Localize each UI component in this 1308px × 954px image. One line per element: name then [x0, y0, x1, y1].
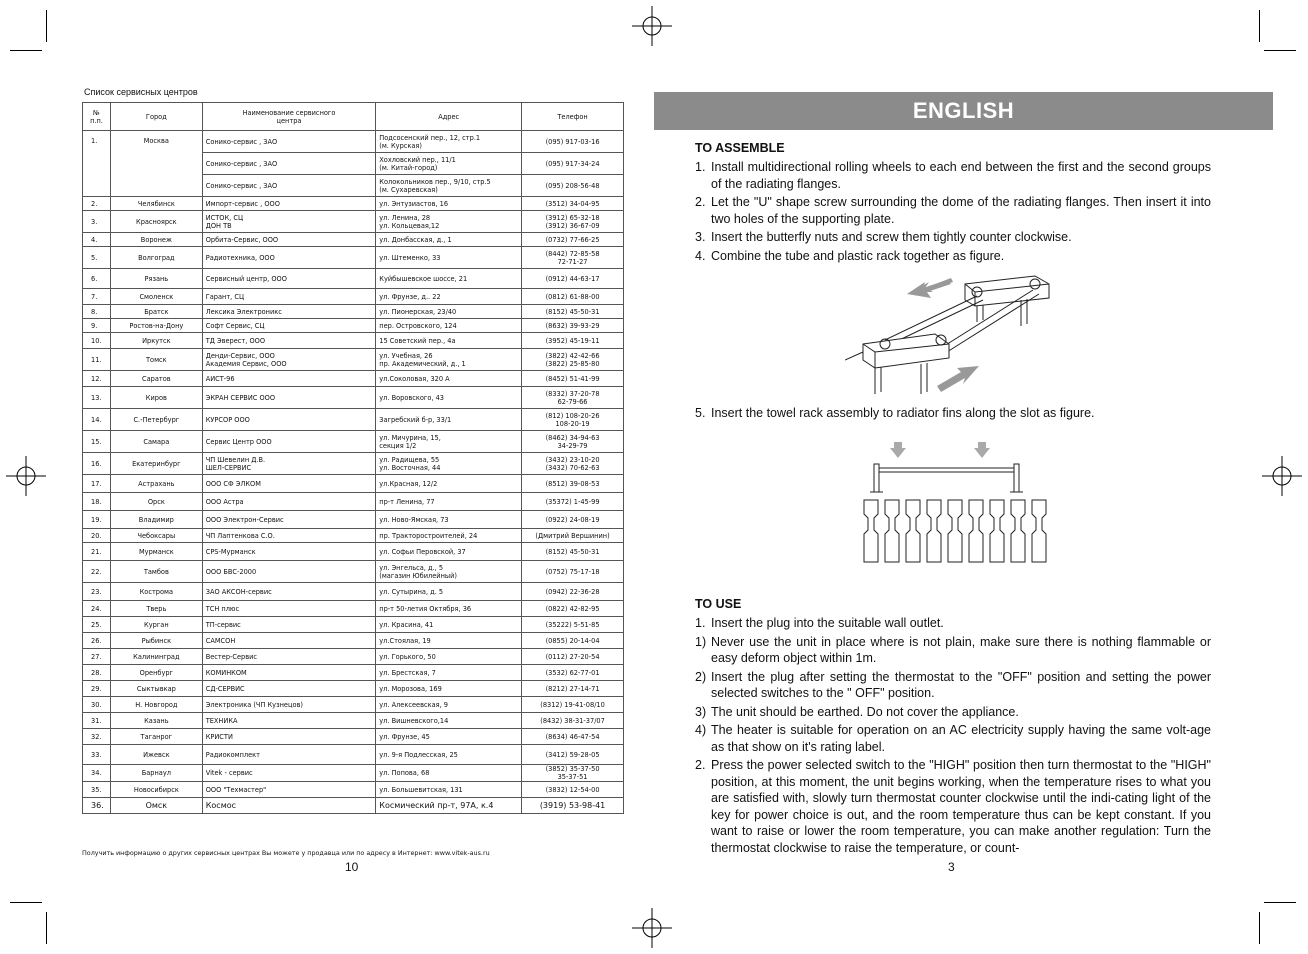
cell-name: ООО СФ ЭЛКОМ [202, 475, 376, 493]
radiator-fin [885, 500, 899, 562]
cell-name: Лексика Электроникс [202, 305, 376, 319]
table-row [83, 729, 624, 745]
item-number: 2) [695, 669, 707, 684]
cell-phone: (35372) 1-45-99 [522, 493, 624, 511]
cell-address: ул. Красина, 41 [376, 617, 522, 633]
cell-city: Астрахань [110, 475, 202, 493]
item-text: Insert the towel rack assembly to radiator fins along the slot as figure. [711, 406, 1095, 420]
page-number-left: 10 [345, 860, 359, 874]
cell-name: СД-СЕРВИС [202, 681, 376, 697]
crop-mark [1259, 912, 1260, 944]
cell-phone: (3532) 62-77-01 [522, 665, 624, 681]
service-centers-table [82, 102, 624, 814]
cell-address: пр-т 50-летия Октября, 36 [376, 601, 522, 617]
cell-address: 15 Советский пер., 4а [376, 333, 522, 349]
table-row [83, 511, 624, 529]
cell-phone: (8632) 39-93-29 [522, 319, 624, 333]
registration-mark [632, 908, 672, 948]
crop-mark [1264, 902, 1296, 903]
cell-num: 29. [83, 681, 111, 697]
cell-address: ул. Попова, 68 [376, 765, 522, 782]
cell-name: ЧП Лаптенкова С.О. [202, 529, 376, 543]
cell-num: 26. [83, 633, 111, 649]
cell-address: ул. 9-я Подлесская, 25 [376, 745, 522, 765]
cell-city: Киров [110, 387, 202, 409]
cell-city: Оренбург [110, 665, 202, 681]
table-row [83, 333, 624, 349]
cell-city: Тверь [110, 601, 202, 617]
cell-phone: (8312) 19-41-08/10 [522, 697, 624, 713]
cell-city: Орск [110, 493, 202, 511]
cell-address: пр-т Ленина, 77 [376, 493, 522, 511]
item-text: Insert the plug into the suitable wall outlet. [711, 616, 944, 630]
item-text: The unit should be earthed. Do not cover the appliance. [711, 704, 1019, 719]
item-text: Press the power selected switch to the "HIGH" position then turn thermostat to the "HIGH" position, at this moment, the unit begins working, when the temperature rises to what you are satisfied with, slowly turn thermostat counter clockwise until the indi-cating light of the key for power choice is out, and the room temperature thus can be kept constant. If you want to raise or lower the room temperature, you can make another regulation: Turn the thermostat clockwise to raise the temperature, or count- [711, 758, 1211, 855]
cell-phone: (8634) 46-47-54 [522, 729, 624, 745]
radiator-fin [864, 500, 878, 562]
cell-name: АИСТ-96 [202, 371, 376, 387]
table-row [83, 409, 624, 431]
towel-rack-assembly-figure [845, 270, 1065, 398]
cell-address: ул.Красная, 12/2 [376, 475, 522, 493]
item-number: 2. [695, 758, 706, 772]
cell-num: 30. [83, 697, 111, 713]
cell-city: Рязань [110, 269, 202, 289]
use-list [695, 615, 1211, 858]
cell-name: ТСН плюс [202, 601, 376, 617]
cell-address: Подсосенский пер., 12, стр.1 (м. Курская) [376, 131, 522, 153]
cell-num: 33. [83, 745, 111, 765]
cell-name: Сервисный центр, ООО [202, 269, 376, 289]
cell-num: 34. [83, 765, 111, 782]
cell-city: Ростов-на-Дону [110, 319, 202, 333]
cell-address: Космический пр-т, 97А, к.4 [376, 798, 522, 814]
cell-address: ул. Пионерская, 23/40 [376, 305, 522, 319]
cell-name: КРИСТИ [202, 729, 376, 745]
cell-num: 4. [83, 233, 111, 247]
crop-mark [1259, 10, 1260, 42]
table-row [83, 583, 624, 601]
cell-address: ул. Учебная, 26 пр. Академический, д., 1 [376, 349, 522, 371]
cell-num: 31. [83, 713, 111, 729]
radiator-fins-figure [860, 438, 1056, 564]
cell-address: ул.Соколовая, 320 А [376, 371, 522, 387]
item-text: Combine the tube and plastic rack together as figure. [711, 248, 1005, 263]
cell-name: КУРСОР ООО [202, 409, 376, 431]
cell-address: ул.Стоялая, 19 [376, 633, 522, 649]
cell-address: ул. Энгельса, д., 5 (магазин Юбилейный) [376, 561, 522, 583]
cell-phone: (8442) 72-85-58 72-71-27 [522, 247, 624, 269]
cell-name: Сервис Центр ООО [202, 431, 376, 453]
cell-name: Софт Сервис, СЦ [202, 319, 376, 333]
cell-name: САМСОН [202, 633, 376, 649]
cell-city: Сыктывкар [110, 681, 202, 697]
cell-name: CPS-Мурманск [202, 543, 376, 561]
cell-address: ул. Ново-Ямская, 73 [376, 511, 522, 529]
cell-num: 8. [83, 305, 111, 319]
cell-name: ТЕХНИКА [202, 713, 376, 729]
list-item [695, 194, 1211, 227]
list-item [695, 229, 1211, 246]
cell-num: 27. [83, 649, 111, 665]
cell-phone: (0855) 20-14-04 [522, 633, 624, 649]
table-row [83, 431, 624, 453]
cell-address: Загребский б-р, 33/1 [376, 409, 522, 431]
cell-city: Барнаул [110, 765, 202, 782]
cell-num: 17. [83, 475, 111, 493]
cell-address: Колокольников пер., 9/10, стр.5 (м. Сухаревская) [376, 175, 522, 197]
table-row [83, 765, 624, 782]
cell-num: 16. [83, 453, 111, 475]
cell-phone: (095) 917-34-24 [522, 153, 624, 175]
cell-address: ул. Алексеевская, 9 [376, 697, 522, 713]
cell-phone: (8212) 27-14-71 [522, 681, 624, 697]
cell-city: Кострома [110, 583, 202, 601]
cell-city: Воронеж [110, 233, 202, 247]
cell-phone: (Дмитрий Вершинин) [522, 529, 624, 543]
table-row [83, 269, 624, 289]
table-row [83, 529, 624, 543]
assemble-list [695, 159, 1211, 266]
item-number: 1. [695, 616, 706, 630]
cell-name: Сонико-сервис , ЗАО [202, 131, 376, 153]
cell-name: Электроника (ЧП Кузнецов) [202, 697, 376, 713]
cell-address: пр. Тракторостроителей, 24 [376, 529, 522, 543]
registration-mark [632, 6, 672, 46]
cell-num: 15. [83, 431, 111, 453]
item-number: 5. [695, 406, 706, 420]
cell-name: Vitek - сервис [202, 765, 376, 782]
cell-address: ул. Мичурина, 15, секция 1/2 [376, 431, 522, 453]
cell-num: 32. [83, 729, 111, 745]
cell-phone: (3412) 59-28-05 [522, 745, 624, 765]
cell-address: ул. Радищева, 55 ул. Восточная, 44 [376, 453, 522, 475]
section-title-assemble: TO ASSEMBLE [695, 141, 785, 155]
cell-name: Сонико-сервис , ЗАО [202, 175, 376, 197]
table-row [83, 247, 624, 269]
cell-city: Смоленск [110, 289, 202, 305]
service-list-caption: Список сервисных центров [84, 87, 198, 97]
cell-address: ул. Горького, 50 [376, 649, 522, 665]
table-row [83, 782, 624, 798]
list-item [695, 704, 1211, 721]
list-item [695, 722, 1211, 755]
cell-city: Казань [110, 713, 202, 729]
radiator-fin [990, 500, 1004, 562]
cell-phone: (3822) 42-42-66 (3822) 25-85-80 [522, 349, 624, 371]
cell-name: Денди-Сервис, ООО Академия Сервис, ООО [202, 349, 376, 371]
table-row [83, 493, 624, 511]
registration-mark [1262, 456, 1302, 496]
cell-address: ул. Брестская, 7 [376, 665, 522, 681]
cell-address: Хохловский пер., 11/1 (м. Китай-город) [376, 153, 522, 175]
table-row [83, 745, 624, 765]
cell-address: ул. Морозова, 169 [376, 681, 522, 697]
table-row [83, 233, 624, 247]
cell-address: Куйбышевское шоссе, 21 [376, 269, 522, 289]
table-row [83, 713, 624, 729]
table-row [83, 798, 624, 814]
table-row [83, 475, 624, 493]
cell-num: 28. [83, 665, 111, 681]
cell-name: КОМИНКОМ [202, 665, 376, 681]
cell-num: 10. [83, 333, 111, 349]
cell-num: 3. [83, 211, 111, 233]
item-number: 4) [695, 723, 707, 737]
table-row [83, 131, 624, 153]
header-name: Наименование сервисного центра [202, 103, 376, 131]
list-item [695, 634, 1211, 667]
item-text: The heater is suitable for operation on an AC electricity supply having the same volt-age as that show on it's rating label. [711, 723, 1211, 754]
cell-name: ЭКРАН СЕРВИС ООО [202, 387, 376, 409]
cell-name: Вестер-Сервис [202, 649, 376, 665]
cell-name: Сонико-сервис , ЗАО [202, 153, 376, 175]
cell-name: ООО Электрон-Сервис [202, 511, 376, 529]
crop-mark [46, 912, 47, 944]
table-row [83, 305, 624, 319]
cell-name: Импорт-сервис , ООО [202, 197, 376, 211]
cell-city: Ижевск [110, 745, 202, 765]
header-address: Адрес [376, 103, 522, 131]
cell-city: Калининград [110, 649, 202, 665]
cell-num: 24. [83, 601, 111, 617]
cell-address: ул. Энтузиастов, 16 [376, 197, 522, 211]
cell-city: Мурманск [110, 543, 202, 561]
cell-address: ул. Штеменко, 33 [376, 247, 522, 269]
item-text: Install multidirectional rolling wheels to each end between the first and the second groups of the radiating flanges. [711, 160, 1211, 191]
cell-name: Радиокомплект [202, 745, 376, 765]
cell-phone: (3512) 34-04-95 [522, 197, 624, 211]
item-number: 1) [695, 634, 707, 649]
cell-num: 36. [83, 798, 111, 814]
cell-name: Космос [202, 798, 376, 814]
table-row [83, 453, 624, 475]
item-text: Insert the butterfly nuts and screw them tightly counter clockwise. [711, 230, 1072, 244]
cell-city: Чебоксары [110, 529, 202, 543]
header-num: № п.п. [83, 103, 111, 131]
cell-phone: (8432) 38-31-37/07 [522, 713, 624, 729]
cell-num: 6. [83, 269, 111, 289]
radiator-fin [927, 500, 941, 562]
cell-city: Омск [110, 798, 202, 814]
registration-mark [6, 456, 46, 496]
radiator-fin [1011, 500, 1025, 562]
crop-mark [10, 50, 42, 51]
table-row [83, 289, 624, 305]
section-title-use: TO USE [695, 597, 742, 611]
list-item [695, 669, 1211, 702]
cell-name: ООО БВС-2000 [202, 561, 376, 583]
table-row [83, 371, 624, 387]
cell-address: ул. Фрунзе, д.. 22 [376, 289, 522, 305]
table-row [83, 319, 624, 333]
header-phone: Телефон [522, 103, 624, 131]
table-row [83, 633, 624, 649]
cell-address: ул. Донбасская, д., 1 [376, 233, 522, 247]
cell-city: Красноярск [110, 211, 202, 233]
table-row [83, 697, 624, 713]
cell-phone: (3912) 65-32-18 (3912) 36-67-09 [522, 211, 624, 233]
cell-num: 23. [83, 583, 111, 601]
cell-city: Владимир [110, 511, 202, 529]
list-item [695, 757, 1211, 856]
cell-phone: (0112) 27-20-54 [522, 649, 624, 665]
cell-city: Саратов [110, 371, 202, 387]
cell-phone: (8462) 34-94-63 34-29-79 [522, 431, 624, 453]
cell-phone: (8152) 45-50-31 [522, 543, 624, 561]
table-row [83, 211, 624, 233]
cell-name: Орбита-Сервис, ООО [202, 233, 376, 247]
cell-name: ТП-сервис [202, 617, 376, 633]
cell-num: 19. [83, 511, 111, 529]
cell-num: 13. [83, 387, 111, 409]
cell-address: ул. Большевитская, 131 [376, 782, 522, 798]
table-row [83, 543, 624, 561]
table-row [83, 197, 624, 211]
cell-phone: (0922) 24-08-19 [522, 511, 624, 529]
cell-num: 9. [83, 319, 111, 333]
cell-num: 2. [83, 197, 111, 211]
cell-city: Волгоград [110, 247, 202, 269]
cell-address: ул. Софьи Перовской, 37 [376, 543, 522, 561]
cell-city: Челябинск [110, 197, 202, 211]
cell-city: С.-Петербург [110, 409, 202, 431]
list-item [695, 615, 1211, 632]
item-number: 3. [695, 230, 706, 244]
cell-phone: (35222) 5-51-85 [522, 617, 624, 633]
cell-phone: (095) 208-56-48 [522, 175, 624, 197]
cell-address: пер. Островского, 124 [376, 319, 522, 333]
list-item [695, 248, 1211, 265]
radiator-fin [948, 500, 962, 562]
cell-name: ИСТОК, СЦ ДОН ТВ [202, 211, 376, 233]
list-item [695, 159, 1211, 192]
cell-address: ул. Фрунзе, 45 [376, 729, 522, 745]
cell-city: Новосибирск [110, 782, 202, 798]
cell-city: Братск [110, 305, 202, 319]
cell-phone: (3952) 45-19-11 [522, 333, 624, 349]
cell-num: 11. [83, 349, 111, 371]
cell-city: Курган [110, 617, 202, 633]
crop-mark [1264, 50, 1296, 51]
page-number-right: 3 [948, 860, 955, 874]
cell-num: 21. [83, 543, 111, 561]
cell-address: ул. Сутырина, д. 5 [376, 583, 522, 601]
cell-city: Тамбов [110, 561, 202, 583]
cell-phone: (8452) 51-41-99 [522, 371, 624, 387]
cell-city: Екатеринбург [110, 453, 202, 475]
cell-num: 35. [83, 782, 111, 798]
cell-city: Самара [110, 431, 202, 453]
cell-phone: (8152) 45-50-31 [522, 305, 624, 319]
item-text: Let the "U" shape screw surrounding the dome of the radiating flanges. Then insert it into two holes of the supporting plate. [711, 195, 1211, 226]
crop-mark [10, 902, 42, 903]
cell-name: ЧП Шевелин Д.В. ШЕЛ-СЕРВИС [202, 453, 376, 475]
item-text: Insert the plug after setting the thermostat to the "OFF" position and setting the power selected switches to the " OFF" position. [711, 669, 1211, 700]
cell-name: ООО "Техмастер" [202, 782, 376, 798]
item-text: Never use the unit in place where is not plain, make sure there is nothing flammable or easy deform object within 1m. [711, 634, 1211, 665]
header-city: Город [110, 103, 202, 131]
cell-phone: (3852) 35-37-50 35-37-51 [522, 765, 624, 782]
cell-num: 12. [83, 371, 111, 387]
table-row [83, 349, 624, 371]
cell-name: ООО Астра [202, 493, 376, 511]
item-number: 1. [695, 160, 706, 174]
cell-num: 18. [83, 493, 111, 511]
cell-name: ЗАО АКСОН-сервис [202, 583, 376, 601]
cell-phone: (8332) 37-20-78 62-79-66 [522, 387, 624, 409]
assemble-step-5 [695, 405, 1211, 424]
cell-phone: (0942) 22-36-28 [522, 583, 624, 601]
cell-phone: (3919) 53-98-41 [522, 798, 624, 814]
cell-city: Иркутск [110, 333, 202, 349]
table-row [83, 665, 624, 681]
cell-phone: (095) 917-03-16 [522, 131, 624, 153]
cell-name: ТД Эверест, ООО [202, 333, 376, 349]
cell-phone: (3832) 12-54-00 [522, 782, 624, 798]
cell-phone: (8512) 39-08-53 [522, 475, 624, 493]
cell-city: Томск [110, 349, 202, 371]
cell-num: 22. [83, 561, 111, 583]
cell-phone: (3432) 23-10-20 (3432) 70-62-63 [522, 453, 624, 475]
language-banner: ENGLISH [654, 92, 1273, 130]
cell-num: 14. [83, 409, 111, 431]
cell-phone: (0912) 44-63-17 [522, 269, 624, 289]
cell-name: Гарант, СЦ [202, 289, 376, 305]
cell-phone: (812) 108-20-26 108-20-19 [522, 409, 624, 431]
crop-mark [46, 10, 47, 42]
cell-num: 20. [83, 529, 111, 543]
radiator-fin [969, 500, 983, 562]
cell-num: 7. [83, 289, 111, 305]
item-number: 4. [695, 248, 706, 263]
cell-name: Радиотехника, ООО [202, 247, 376, 269]
cell-phone: (0732) 77-66-25 [522, 233, 624, 247]
cell-phone: (0822) 42-82-95 [522, 601, 624, 617]
table-row [83, 617, 624, 633]
table-header-row [83, 103, 624, 131]
table-row [83, 561, 624, 583]
cell-phone: (0812) 61-88-00 [522, 289, 624, 305]
item-number: 2. [695, 195, 706, 209]
radiator-fin [1032, 500, 1046, 562]
table-row [83, 387, 624, 409]
cell-address: ул. Вишневского,14 [376, 713, 522, 729]
cell-num: 5. [83, 247, 111, 269]
cell-city: Рыбинск [110, 633, 202, 649]
cell-phone: (0752) 75-17-18 [522, 561, 624, 583]
radiator-fin [906, 500, 920, 562]
cell-city: Таганрог [110, 729, 202, 745]
cell-address: ул. Воровского, 43 [376, 387, 522, 409]
cell-address: ул. Ленина, 28 ул. Кольцевая,12 [376, 211, 522, 233]
cell-city: Москва [110, 131, 202, 197]
cell-num: 1. [83, 131, 111, 197]
cell-num: 25. [83, 617, 111, 633]
table-row [83, 649, 624, 665]
cell-city: Н. Новгород [110, 697, 202, 713]
footnote: Получить информацию о других сервисных центрах Вы можете у продавца или по адресу в Интернет: www.vitek-aus.ru [82, 849, 490, 857]
table-row [83, 601, 624, 617]
item-number: 3) [695, 704, 707, 719]
table-row [83, 681, 624, 697]
